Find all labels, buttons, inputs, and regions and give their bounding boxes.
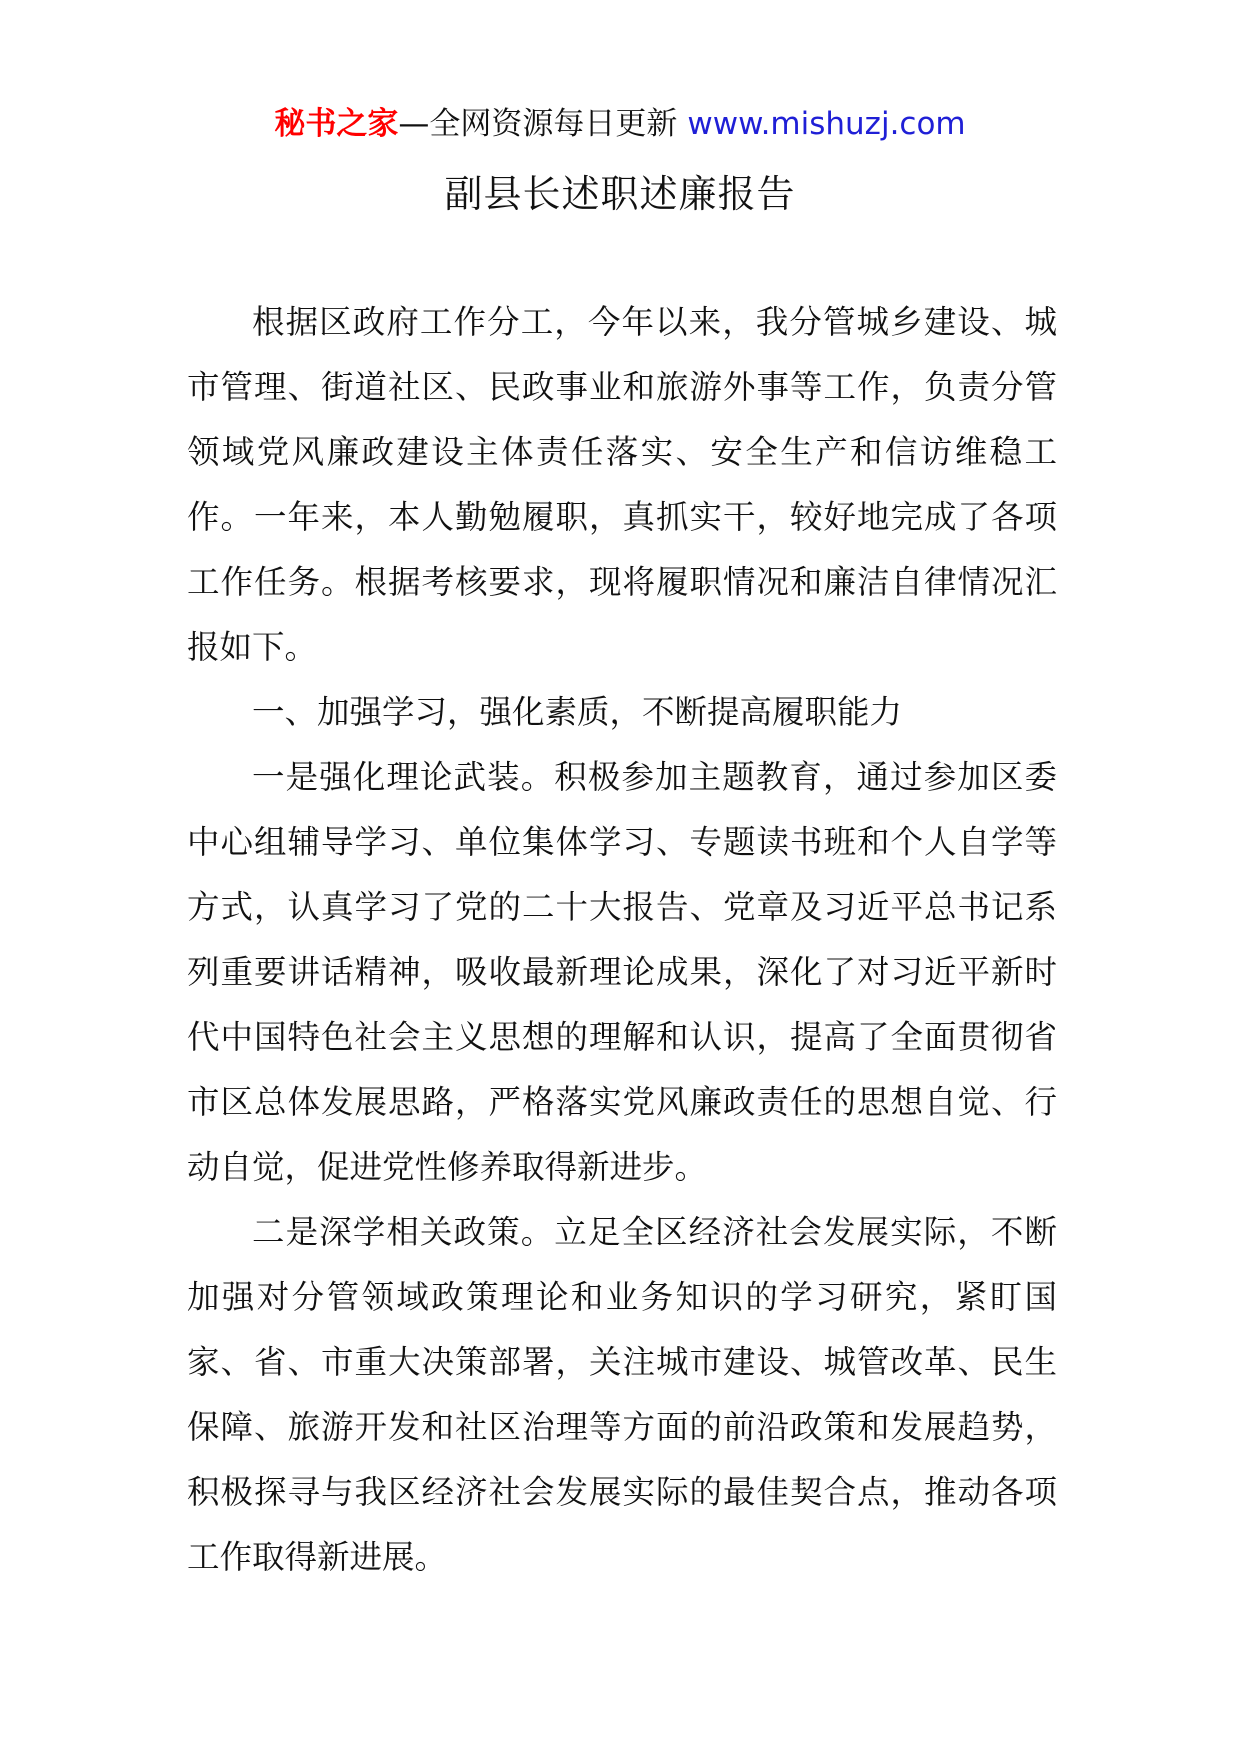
header-slogan: —全网资源每日更新 (398, 106, 678, 142)
paragraph-policy: 二是深学相关政策。立足全区经济社会发展实际，不断加强对分管领域政策理论和业务知识的学习研究，紧盯国家、省、市重大决策部署，关注城市建设、城管改革、民生保障、旅游开发和社区治理等方面的前沿政策和发展趋势，积极探寻与我区经济社会发展实际的最佳契合点，推动各项工作取得新进展。 (187, 1213, 1057, 1576)
document-body (187, 290, 1057, 1590)
document-title: 副县长述职述廉报告 (444, 172, 796, 216)
paragraph-theory: 一是强化理论武装。积极参加主题教育，通过参加区委中心组辅导学习、单位集体学习、专题读书班和个人自学等方式，认真学习了党的二十大报告、党章及习近平总书记系列重要讲话精神，吸收最新理论成果，深化了对习近平新时代中国特色社会主义思想的理解和认识，提高了全面贯彻省市区总体发展思路，严格落实党风廉政责任的思想自觉、行动自觉，促进党性修养取得新进步。 (187, 758, 1057, 1186)
paragraph-intro: 根据区政府工作分工，今年以来，我分管城乡建设、城市管理、街道社区、民政事业和旅游外事等工作，负责分管领域党风廉政建设主体责任落实、安全生产和信访维稳工作。一年来，本人勤勉履职，真抓实干，较好地完成了各项工作任务。根据考核要求，现将履职情况和廉洁自律情况汇报如下。 (187, 303, 1057, 666)
header-banner (0, 102, 1240, 146)
brand-name: 秘书之家 (274, 106, 399, 142)
website-link[interactable]: www.mishuzj.com (687, 106, 966, 142)
section-heading-1: 一、加强学习，强化素质，不断提高履职能力 (252, 693, 903, 731)
